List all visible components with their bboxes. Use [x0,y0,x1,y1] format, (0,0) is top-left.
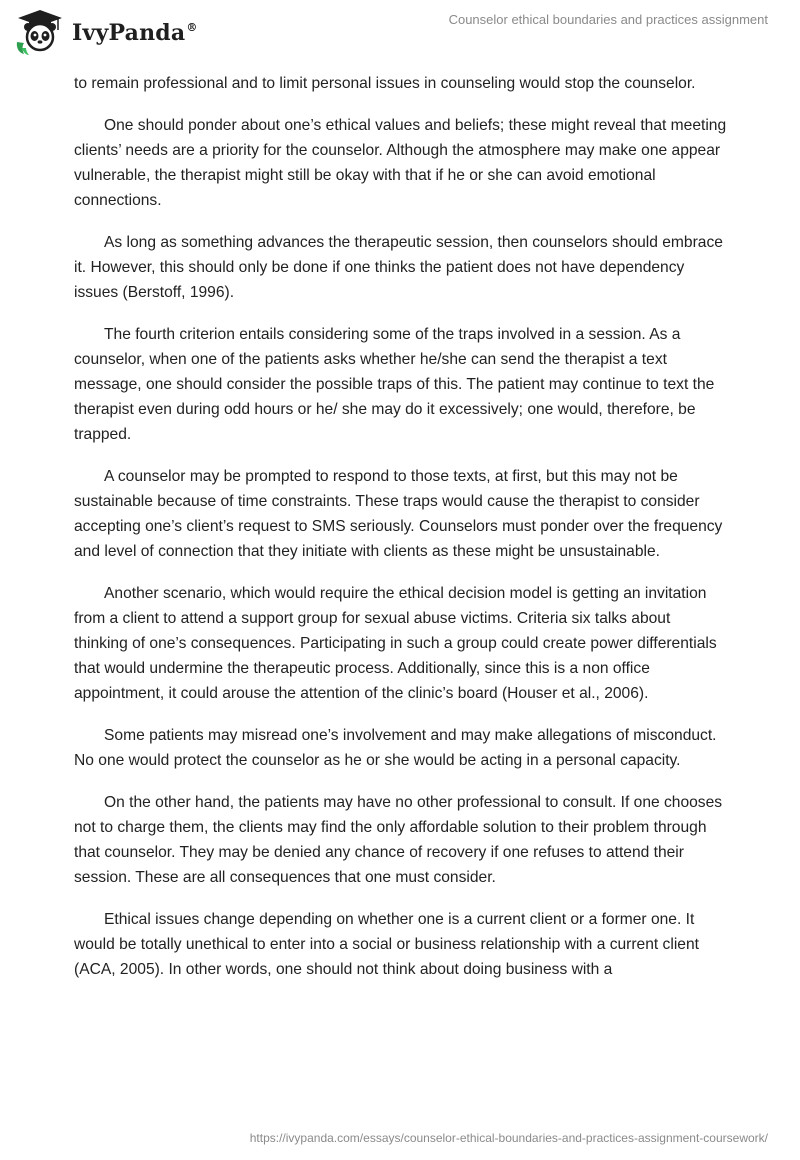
paragraph: As long as something advances the therapeutic session, then counselors should embrace it. However, this should only be done if one thinks the patient does not have dependency issues (Berstoff, 1996). [74,234,723,301]
paragraph: The fourth criterion entails considering some of the traps involved in a session. As a counselor, when one of the patients asks whether he/she can send the therapist a text message, one should consider the possible traps of this. The patient may continue to text the therapist even during odd hours or he/ she may do it excessively; one would, therefore, be trapped. [74,326,715,443]
paragraph: One should ponder about one’s ethical values and beliefs; these might reveal that meeting clients’ needs are a priority for the counselor. Although the atmosphere may make one appear vulnerable, the therapist might still be okay with that if he or she can avoid emotional connections. [74,117,727,209]
logo-wordmark: IvyPanda® [72,20,198,46]
document-title: Counselor ethical boundaries and practices assignment [448,12,768,27]
paragraph: A counselor may be prompted to respond to those texts, at first, but this may not be sustainable because of time constraints. These traps would cause the therapist to consider accepting one’s client’s request to SMS seriously. Counselors must ponder over the frequency and level of connection that they initiate with clients as these might be unsustainable. [74,468,723,560]
ivypanda-logo[interactable] [14,8,198,56]
panda-graduate-icon [14,8,66,56]
paragraph: Some patients may misread one’s involvement and may make allegations of misconduct. No one would protect the counselor as he or she would be acting in a personal capacity. [74,727,717,769]
paragraph: Another scenario, which would require the ethical decision model is getting an invitation from a client to attend a support group for sexual abuse victims. Criteria six talks about thinking of one’s consequences. Participating in such a group could create power differentials that would undermine the therapeutic process. Additionally, since this is a non office appointment, it could arouse the attention of the clinic’s board (Houser et al., 2006). [74,585,717,702]
paragraph: to remain professional and to limit personal issues in counseling would stop the counselor. [74,75,696,92]
essay-body [74,71,728,999]
source-url[interactable]: https://ivypanda.com/essays/counselor-ethical-boundaries-and-practices-assignment-coursework/ [249,1131,768,1145]
registered-mark: ® [186,21,198,34]
paragraph: On the other hand, the patients may have no other professional to consult. If one chooses not to charge them, the clients may find the only affordable solution to their problem through that counselor. They may be denied any chance of recovery if one refuses to attend their session. These are all consequences that one must consider. [74,794,723,886]
paragraph: Ethical issues change depending on whether one is a current client or a former one. It would be totally unethical to enter into a social or business relationship with a current client (ACA, 2005). In other words, one should not think about doing business with a [74,911,699,978]
page-header [0,0,800,60]
